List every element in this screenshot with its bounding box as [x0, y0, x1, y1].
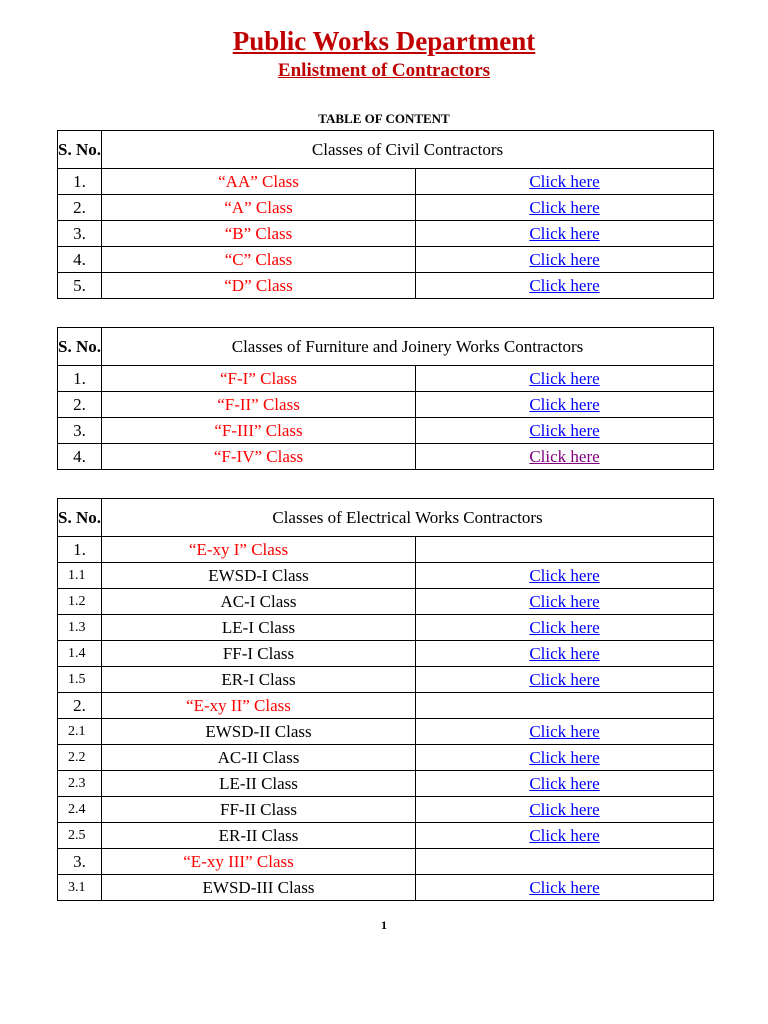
- click-here-link[interactable]: Click here: [529, 877, 600, 897]
- table-row: [58, 392, 714, 418]
- click-here-link[interactable]: Click here: [529, 420, 600, 440]
- sn-header: S. No.: [58, 131, 102, 169]
- class-name: EWSD-III Class: [102, 875, 416, 901]
- class-name: AC-II Class: [102, 745, 416, 771]
- class-name: ER-I Class: [102, 667, 416, 693]
- click-here-link[interactable]: Click here: [529, 617, 600, 637]
- click-here-link[interactable]: Click here: [529, 565, 600, 585]
- class-name: LE-II Class: [102, 771, 416, 797]
- table-row: [58, 444, 714, 470]
- click-here-link[interactable]: Click here: [529, 368, 600, 388]
- click-here-link-visited[interactable]: Click here: [529, 446, 600, 466]
- table-row: [58, 615, 714, 641]
- row-number: 1.: [58, 537, 102, 563]
- table-row: [58, 247, 714, 273]
- empty-cell: [416, 537, 714, 563]
- table-row: [58, 563, 714, 589]
- click-here-link[interactable]: Click here: [529, 773, 600, 793]
- group-class-name: “E-xy I” Class: [102, 537, 416, 563]
- table-row: [58, 221, 714, 247]
- class-name: “C” Class: [102, 247, 416, 273]
- row-number: 4.: [58, 444, 102, 470]
- click-here-link[interactable]: Click here: [529, 721, 600, 741]
- click-here-link[interactable]: Click here: [529, 643, 600, 663]
- table-row: [58, 418, 714, 444]
- row-number: 2.5: [58, 823, 102, 849]
- click-here-link[interactable]: Click here: [529, 747, 600, 767]
- class-name: “A” Class: [102, 195, 416, 221]
- row-number: 2.2: [58, 745, 102, 771]
- row-number: 2.: [58, 392, 102, 418]
- row-number: 1.2: [58, 589, 102, 615]
- class-name: “F-II” Class: [102, 392, 416, 418]
- empty-cell: [416, 693, 714, 719]
- page-number: 1: [381, 918, 387, 932]
- table-row: [58, 641, 714, 667]
- class-name: “D” Class: [102, 273, 416, 299]
- row-number: 3.1: [58, 875, 102, 901]
- class-name: EWSD-I Class: [102, 563, 416, 589]
- class-name: AC-I Class: [102, 589, 416, 615]
- click-here-link[interactable]: Click here: [529, 171, 600, 191]
- click-here-link[interactable]: Click here: [529, 669, 600, 689]
- click-here-link[interactable]: Click here: [529, 249, 600, 269]
- table-row: [58, 667, 714, 693]
- table-row: [58, 823, 714, 849]
- class-name: “AA” Class: [102, 169, 416, 195]
- group-class-name: “E-xy III” Class: [102, 849, 416, 875]
- class-name: EWSD-II Class: [102, 719, 416, 745]
- table-row: [58, 169, 714, 195]
- furniture-contractors-table: [57, 327, 714, 470]
- row-number: 1.4: [58, 641, 102, 667]
- page-subtitle: Enlistment of Contractors: [277, 60, 491, 81]
- click-here-link[interactable]: Click here: [529, 591, 600, 611]
- group-row: [58, 849, 714, 875]
- table-row: [58, 366, 714, 392]
- click-here-link[interactable]: Click here: [529, 394, 600, 414]
- section-title: Classes of Furniture and Joinery Works Contractors: [102, 328, 714, 366]
- row-number: 1.3: [58, 615, 102, 641]
- row-number: 4.: [58, 247, 102, 273]
- row-number: 2.3: [58, 771, 102, 797]
- table-row: [58, 719, 714, 745]
- class-name: ER-II Class: [102, 823, 416, 849]
- table-row: [58, 273, 714, 299]
- table-row: [58, 797, 714, 823]
- row-number: 3.: [58, 221, 102, 247]
- row-number: 5.: [58, 273, 102, 299]
- table-row: [58, 745, 714, 771]
- class-name: “F-III” Class: [102, 418, 416, 444]
- click-here-link[interactable]: Click here: [529, 275, 600, 295]
- class-name: FF-II Class: [102, 797, 416, 823]
- toc-heading: TABLE OF CONTENT: [318, 111, 450, 126]
- page-title: Public Works Department: [232, 26, 536, 56]
- table-row: [58, 195, 714, 221]
- row-number: 1.: [58, 366, 102, 392]
- row-number: 2.1: [58, 719, 102, 745]
- table-row: [58, 771, 714, 797]
- table-row: [58, 875, 714, 901]
- table-row: [58, 589, 714, 615]
- group-row: [58, 693, 714, 719]
- row-number: 1.: [58, 169, 102, 195]
- section-title: Classes of Electrical Works Contractors: [102, 499, 714, 537]
- group-row: [58, 537, 714, 563]
- row-number: 2.: [58, 693, 102, 719]
- class-name: “F-I” Class: [102, 366, 416, 392]
- section-title: Classes of Civil Contractors: [102, 131, 714, 169]
- class-name: FF-I Class: [102, 641, 416, 667]
- civil-contractors-table: [57, 130, 714, 299]
- sn-header: S. No.: [58, 328, 102, 366]
- row-number: 2.: [58, 195, 102, 221]
- class-name: LE-I Class: [102, 615, 416, 641]
- row-number: 3.: [58, 418, 102, 444]
- electrical-contractors-table: [57, 498, 714, 901]
- row-number: 3.: [58, 849, 102, 875]
- empty-cell: [416, 849, 714, 875]
- group-class-name: “E-xy II” Class: [102, 693, 416, 719]
- row-number: 2.4: [58, 797, 102, 823]
- click-here-link[interactable]: Click here: [529, 799, 600, 819]
- click-here-link[interactable]: Click here: [529, 223, 600, 243]
- sn-header: S. No.: [58, 499, 102, 537]
- click-here-link[interactable]: Click here: [529, 825, 600, 845]
- click-here-link[interactable]: Click here: [529, 197, 600, 217]
- row-number: 1.1: [58, 563, 102, 589]
- row-number: 1.5: [58, 667, 102, 693]
- class-name: “F-IV” Class: [102, 444, 416, 470]
- class-name: “B” Class: [102, 221, 416, 247]
